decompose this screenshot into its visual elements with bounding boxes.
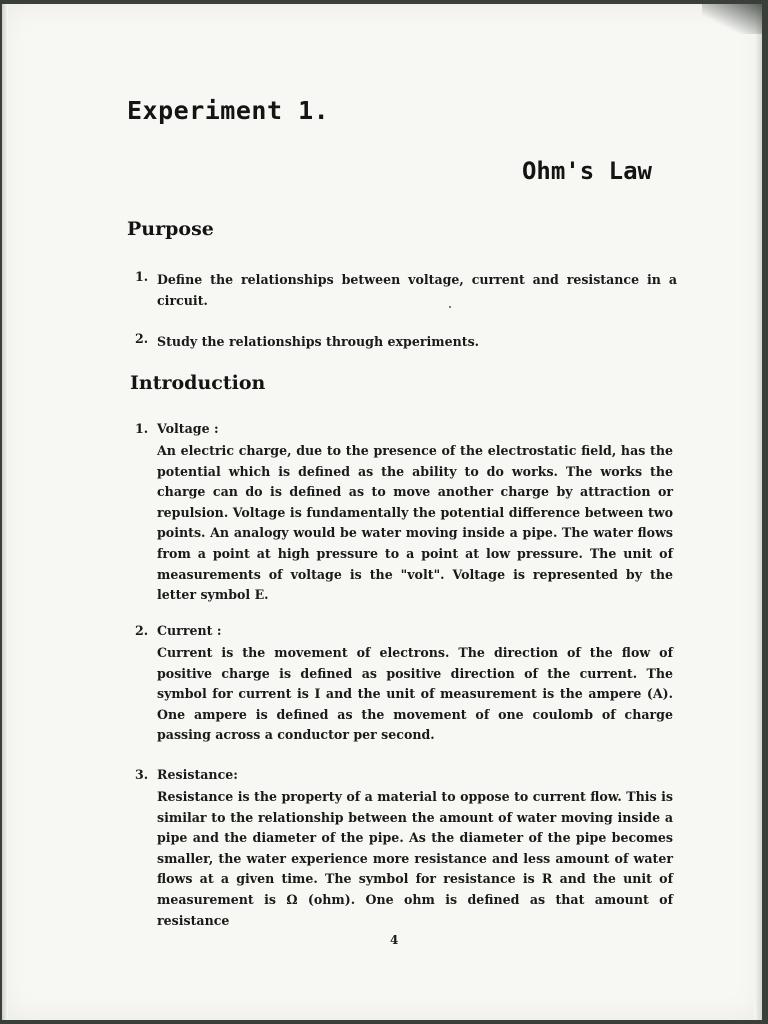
intro-item-number: 3. bbox=[135, 767, 149, 782]
page-right-edge bbox=[754, 4, 762, 1020]
intro-item-text: Current is the movement of electrons. The direction of the flow of positive charge is defined as positive direction of the current. The symbol for current is I and the unit of measurement is the ampere (A). One ampere is defined as the movement of one coulomb of charge passing across a conductor per second. bbox=[157, 645, 673, 743]
purpose-item-number: 1. bbox=[135, 269, 149, 284]
intro-item-text: Resistance is the property of a material to oppose to current flow. This is similar to the relationship between the amount of water moving inside a pipe and the diameter of the pipe. As the diameter of the pipe becomes smaller, the water experience more resistance and less amount of water flows at a given time. The symbol for resistance is R and the unit of measurement is Ω (ohm). One ohm is defined as that amount of resistance bbox=[157, 789, 673, 928]
scan-speck bbox=[449, 306, 451, 308]
intro-item-text: An electric charge, due to the presence of the electrostatic field, has the potential which is defined as the ability to do works. The works the charge can do is defined as to move another charge by attraction or repulsion. Voltage is fundamentally the potential difference between two points. An analogy would be water moving inside a pipe. The water flows from a point at high pressure to a point at low pressure. The unit of measurements of voltage is the "volt". Voltage is represented by the letter symbol E. bbox=[157, 443, 673, 603]
intro-item-label: Resistance: bbox=[157, 767, 238, 782]
document-page bbox=[2, 4, 762, 1020]
page-number: 4 bbox=[390, 933, 399, 947]
intro-item-label: Voltage : bbox=[157, 421, 219, 436]
purpose-heading: Purpose bbox=[127, 218, 214, 240]
page-corner-shadow bbox=[702, 4, 762, 34]
intro-item-number: 2. bbox=[135, 623, 149, 638]
purpose-item-number: 2. bbox=[135, 331, 149, 346]
introduction-heading: Introduction bbox=[130, 372, 266, 394]
intro-item-label: Current : bbox=[157, 623, 222, 638]
purpose-item-text: Define the relationships between voltage, current and resistance in a circuit. bbox=[157, 272, 677, 308]
purpose-item-text: Study the relationships through experiments. bbox=[157, 334, 480, 349]
law-title: Ohm's Law bbox=[521, 157, 652, 185]
experiment-title: Experiment 1. bbox=[127, 96, 330, 125]
intro-item-number: 1. bbox=[135, 421, 149, 436]
page-left-edge bbox=[2, 4, 8, 1020]
